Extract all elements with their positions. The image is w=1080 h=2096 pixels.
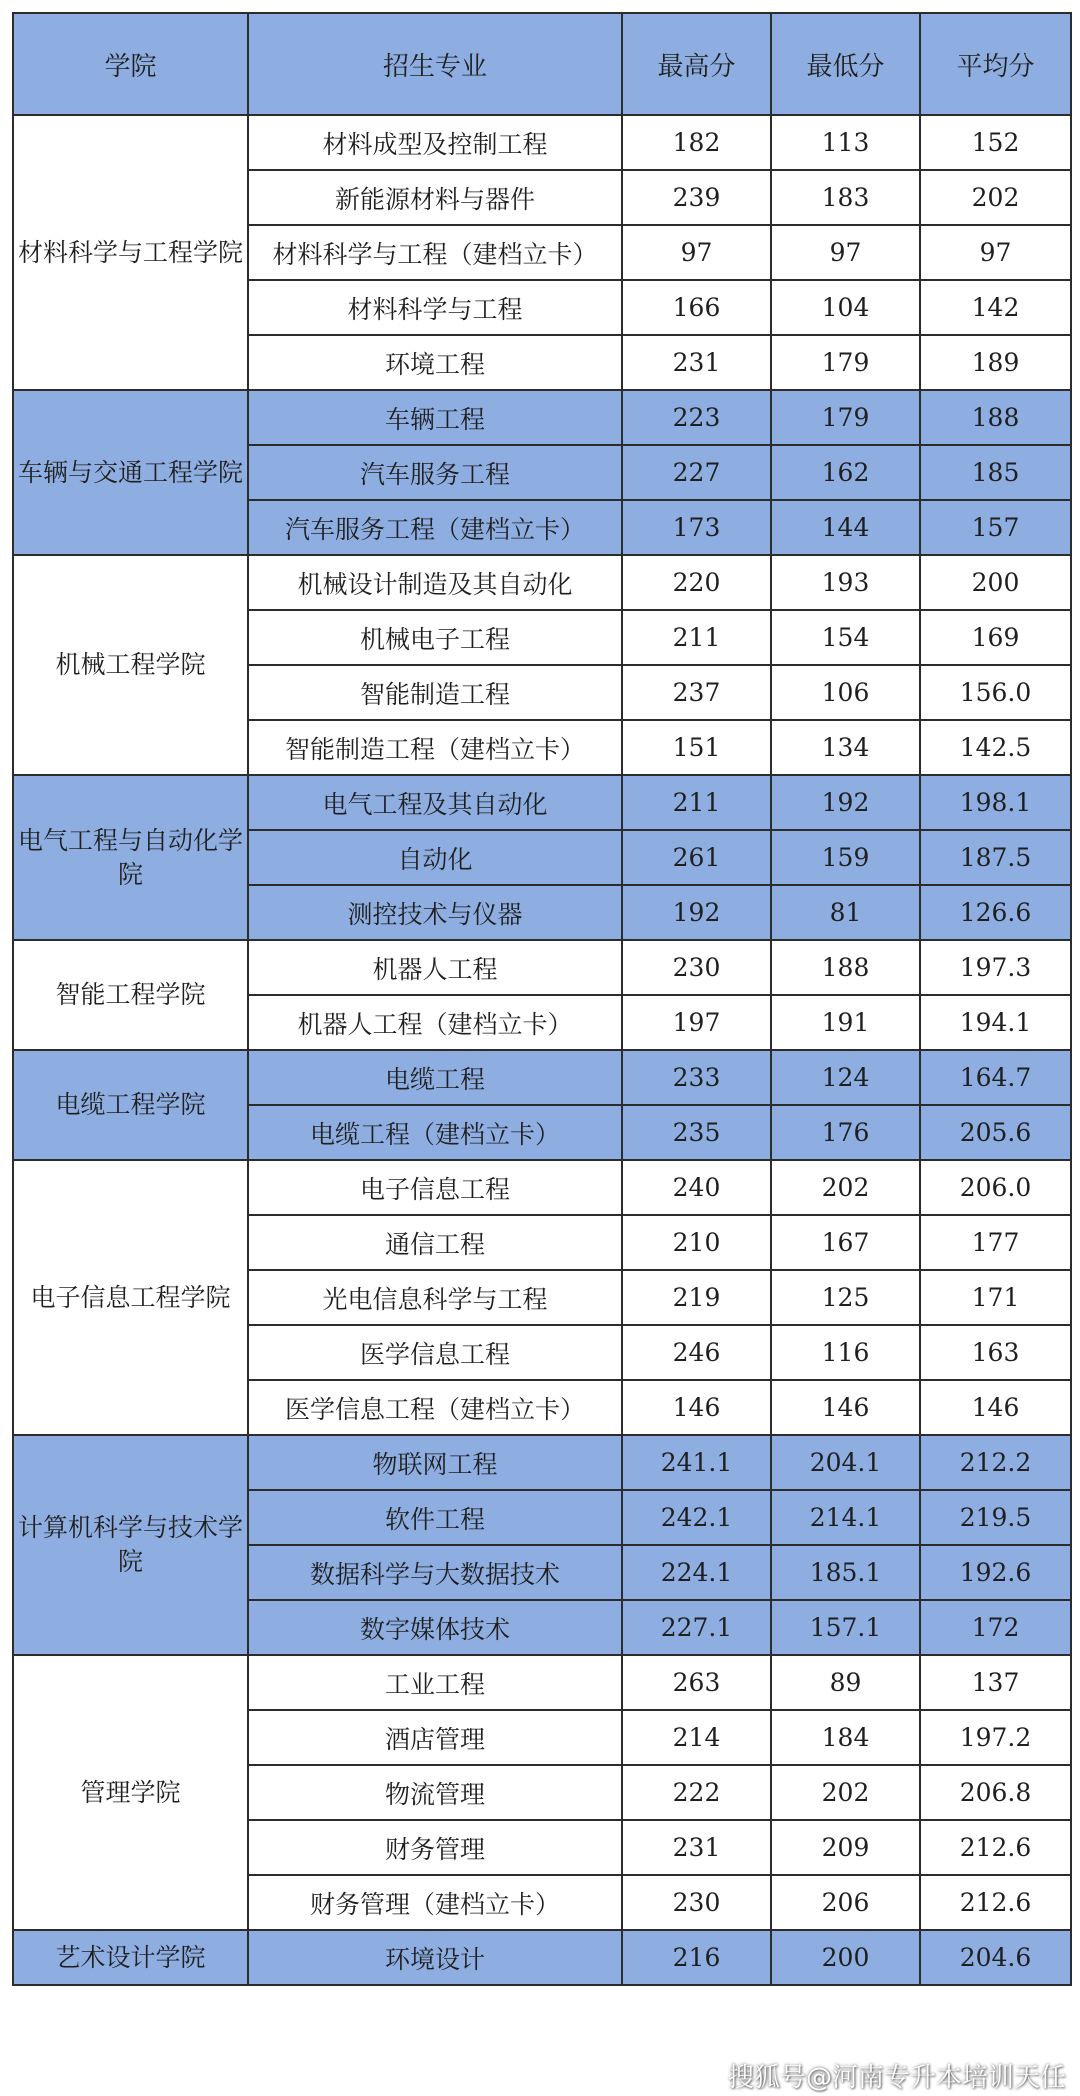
min-score-cell: 202 [771,1765,920,1820]
max-score-cell: 192 [622,885,771,940]
min-score-cell: 106 [771,665,920,720]
major-cell: 机器人工程 [248,940,622,995]
major-cell: 车辆工程 [248,390,622,445]
max-score-cell: 227 [622,445,771,500]
major-cell: 财务管理（建档立卡） [248,1875,622,1930]
avg-score-cell: 219.5 [920,1490,1071,1545]
avg-score-cell: 177 [920,1215,1071,1270]
header-max-score: 最高分 [622,13,771,115]
table-header [13,13,1071,115]
min-score-cell: 183 [771,170,920,225]
max-score-cell: 151 [622,720,771,775]
avg-score-cell: 142.5 [920,720,1071,775]
min-score-cell: 193 [771,555,920,610]
min-score-cell: 81 [771,885,920,940]
min-score-cell: 125 [771,1270,920,1325]
max-score-cell: 220 [622,555,771,610]
min-score-cell: 134 [771,720,920,775]
avg-score-cell: 189 [920,335,1071,390]
min-score-cell: 191 [771,995,920,1050]
major-cell: 机械设计制造及其自动化 [248,555,622,610]
max-score-cell: 227.1 [622,1600,771,1655]
max-score-cell: 242.1 [622,1490,771,1545]
college-cell: 电子信息工程学院 [13,1160,248,1435]
avg-score-cell: 163 [920,1325,1071,1380]
major-cell: 工业工程 [248,1655,622,1710]
watermark: 搜狐号@河南专升本培训天任 [727,2063,1066,2093]
min-score-cell: 188 [771,940,920,995]
avg-score-cell: 192.6 [920,1545,1071,1600]
table-row [13,555,1071,610]
college-cell: 电缆工程学院 [13,1050,248,1160]
min-score-cell: 162 [771,445,920,500]
max-score-cell: 219 [622,1270,771,1325]
avg-score-cell: 137 [920,1655,1071,1710]
avg-score-cell: 187.5 [920,830,1071,885]
avg-score-cell: 212.6 [920,1875,1071,1930]
major-cell: 材料成型及控制工程 [248,115,622,170]
min-score-cell: 144 [771,500,920,555]
college-cell: 计算机科学与技术学院 [13,1435,248,1655]
table-row [13,1930,1071,1985]
min-score-cell: 184 [771,1710,920,1765]
college-cell: 艺术设计学院 [13,1930,248,1985]
min-score-cell: 159 [771,830,920,885]
avg-score-cell: 200 [920,555,1071,610]
header-major: 招生专业 [248,13,622,115]
max-score-cell: 222 [622,1765,771,1820]
max-score-cell: 97 [622,225,771,280]
major-cell: 电缆工程（建档立卡） [248,1105,622,1160]
college-cell: 智能工程学院 [13,940,248,1050]
max-score-cell: 235 [622,1105,771,1160]
major-cell: 环境设计 [248,1930,622,1985]
max-score-cell: 263 [622,1655,771,1710]
major-cell: 数据科学与大数据技术 [248,1545,622,1600]
min-score-cell: 124 [771,1050,920,1105]
avg-score-cell: 197.3 [920,940,1071,995]
major-cell: 新能源材料与器件 [248,170,622,225]
avg-score-cell: 204.6 [920,1930,1071,1985]
max-score-cell: 230 [622,1875,771,1930]
avg-score-cell: 194.1 [920,995,1071,1050]
avg-score-cell: 185 [920,445,1071,500]
avg-score-cell: 156.0 [920,665,1071,720]
min-score-cell: 157.1 [771,1600,920,1655]
min-score-cell: 97 [771,225,920,280]
max-score-cell: 261 [622,830,771,885]
avg-score-cell: 97 [920,225,1071,280]
major-cell: 光电信息科学与工程 [248,1270,622,1325]
avg-score-cell: 142 [920,280,1071,335]
college-cell: 电气工程与自动化学院 [13,775,248,940]
college-cell: 管理学院 [13,1655,248,1930]
major-cell: 测控技术与仪器 [248,885,622,940]
table-row [13,1655,1071,1710]
major-cell: 数字媒体技术 [248,1600,622,1655]
min-score-cell: 116 [771,1325,920,1380]
max-score-cell: 146 [622,1380,771,1435]
avg-score-cell: 206.0 [920,1160,1071,1215]
min-score-cell: 113 [771,115,920,170]
avg-score-cell: 205.6 [920,1105,1071,1160]
avg-score-cell: 146 [920,1380,1071,1435]
major-cell: 汽车服务工程 [248,445,622,500]
major-cell: 酒店管理 [248,1710,622,1765]
avg-score-cell: 169 [920,610,1071,665]
table-body [13,115,1071,1985]
avg-score-cell: 198.1 [920,775,1071,830]
major-cell: 材料科学与工程（建档立卡） [248,225,622,280]
major-cell: 汽车服务工程（建档立卡） [248,500,622,555]
min-score-cell: 202 [771,1160,920,1215]
max-score-cell: 211 [622,775,771,830]
major-cell: 医学信息工程 [248,1325,622,1380]
avg-score-cell: 152 [920,115,1071,170]
header-avg-score: 平均分 [920,13,1071,115]
max-score-cell: 246 [622,1325,771,1380]
college-cell: 材料科学与工程学院 [13,115,248,390]
avg-score-cell: 172 [920,1600,1071,1655]
major-cell: 自动化 [248,830,622,885]
avg-score-cell: 206.8 [920,1765,1071,1820]
major-cell: 物流管理 [248,1765,622,1820]
header-min-score: 最低分 [771,13,920,115]
major-cell: 物联网工程 [248,1435,622,1490]
max-score-cell: 211 [622,610,771,665]
avg-score-cell: 171 [920,1270,1071,1325]
min-score-cell: 209 [771,1820,920,1875]
college-cell: 机械工程学院 [13,555,248,775]
min-score-cell: 146 [771,1380,920,1435]
major-cell: 通信工程 [248,1215,622,1270]
min-score-cell: 179 [771,390,920,445]
min-score-cell: 167 [771,1215,920,1270]
min-score-cell: 214.1 [771,1490,920,1545]
table-row [13,1435,1071,1490]
max-score-cell: 166 [622,280,771,335]
table-row [13,390,1071,445]
table-row [13,940,1071,995]
min-score-cell: 179 [771,335,920,390]
max-score-cell: 224.1 [622,1545,771,1600]
min-score-cell: 192 [771,775,920,830]
max-score-cell: 182 [622,115,771,170]
min-score-cell: 89 [771,1655,920,1710]
header-college: 学院 [13,13,248,115]
table-row [13,1160,1071,1215]
max-score-cell: 216 [622,1930,771,1985]
major-cell: 电缆工程 [248,1050,622,1105]
major-cell: 材料科学与工程 [248,280,622,335]
min-score-cell: 206 [771,1875,920,1930]
min-score-cell: 185.1 [771,1545,920,1600]
major-cell: 智能制造工程（建档立卡） [248,720,622,775]
max-score-cell: 240 [622,1160,771,1215]
max-score-cell: 223 [622,390,771,445]
table-row [13,115,1071,170]
major-cell: 软件工程 [248,1490,622,1545]
major-cell: 财务管理 [248,1820,622,1875]
min-score-cell: 176 [771,1105,920,1160]
avg-score-cell: 197.2 [920,1710,1071,1765]
max-score-cell: 210 [622,1215,771,1270]
max-score-cell: 197 [622,995,771,1050]
score-table [12,12,1072,1986]
max-score-cell: 231 [622,1820,771,1875]
min-score-cell: 154 [771,610,920,665]
avg-score-cell: 202 [920,170,1071,225]
avg-score-cell: 157 [920,500,1071,555]
avg-score-cell: 212.2 [920,1435,1071,1490]
major-cell: 机械电子工程 [248,610,622,665]
avg-score-cell: 188 [920,390,1071,445]
major-cell: 电气工程及其自动化 [248,775,622,830]
max-score-cell: 214 [622,1710,771,1765]
avg-score-cell: 212.6 [920,1820,1071,1875]
header-row [13,13,1071,115]
max-score-cell: 230 [622,940,771,995]
min-score-cell: 204.1 [771,1435,920,1490]
max-score-cell: 173 [622,500,771,555]
min-score-cell: 104 [771,280,920,335]
major-cell: 机器人工程（建档立卡） [248,995,622,1050]
max-score-cell: 231 [622,335,771,390]
major-cell: 医学信息工程（建档立卡） [248,1380,622,1435]
major-cell: 电子信息工程 [248,1160,622,1215]
min-score-cell: 200 [771,1930,920,1985]
max-score-cell: 233 [622,1050,771,1105]
major-cell: 环境工程 [248,335,622,390]
max-score-cell: 241.1 [622,1435,771,1490]
avg-score-cell: 164.7 [920,1050,1071,1105]
college-cell: 车辆与交通工程学院 [13,390,248,555]
max-score-cell: 239 [622,170,771,225]
table-row [13,775,1071,830]
max-score-cell: 237 [622,665,771,720]
table-row [13,1050,1071,1105]
major-cell: 智能制造工程 [248,665,622,720]
avg-score-cell: 126.6 [920,885,1071,940]
